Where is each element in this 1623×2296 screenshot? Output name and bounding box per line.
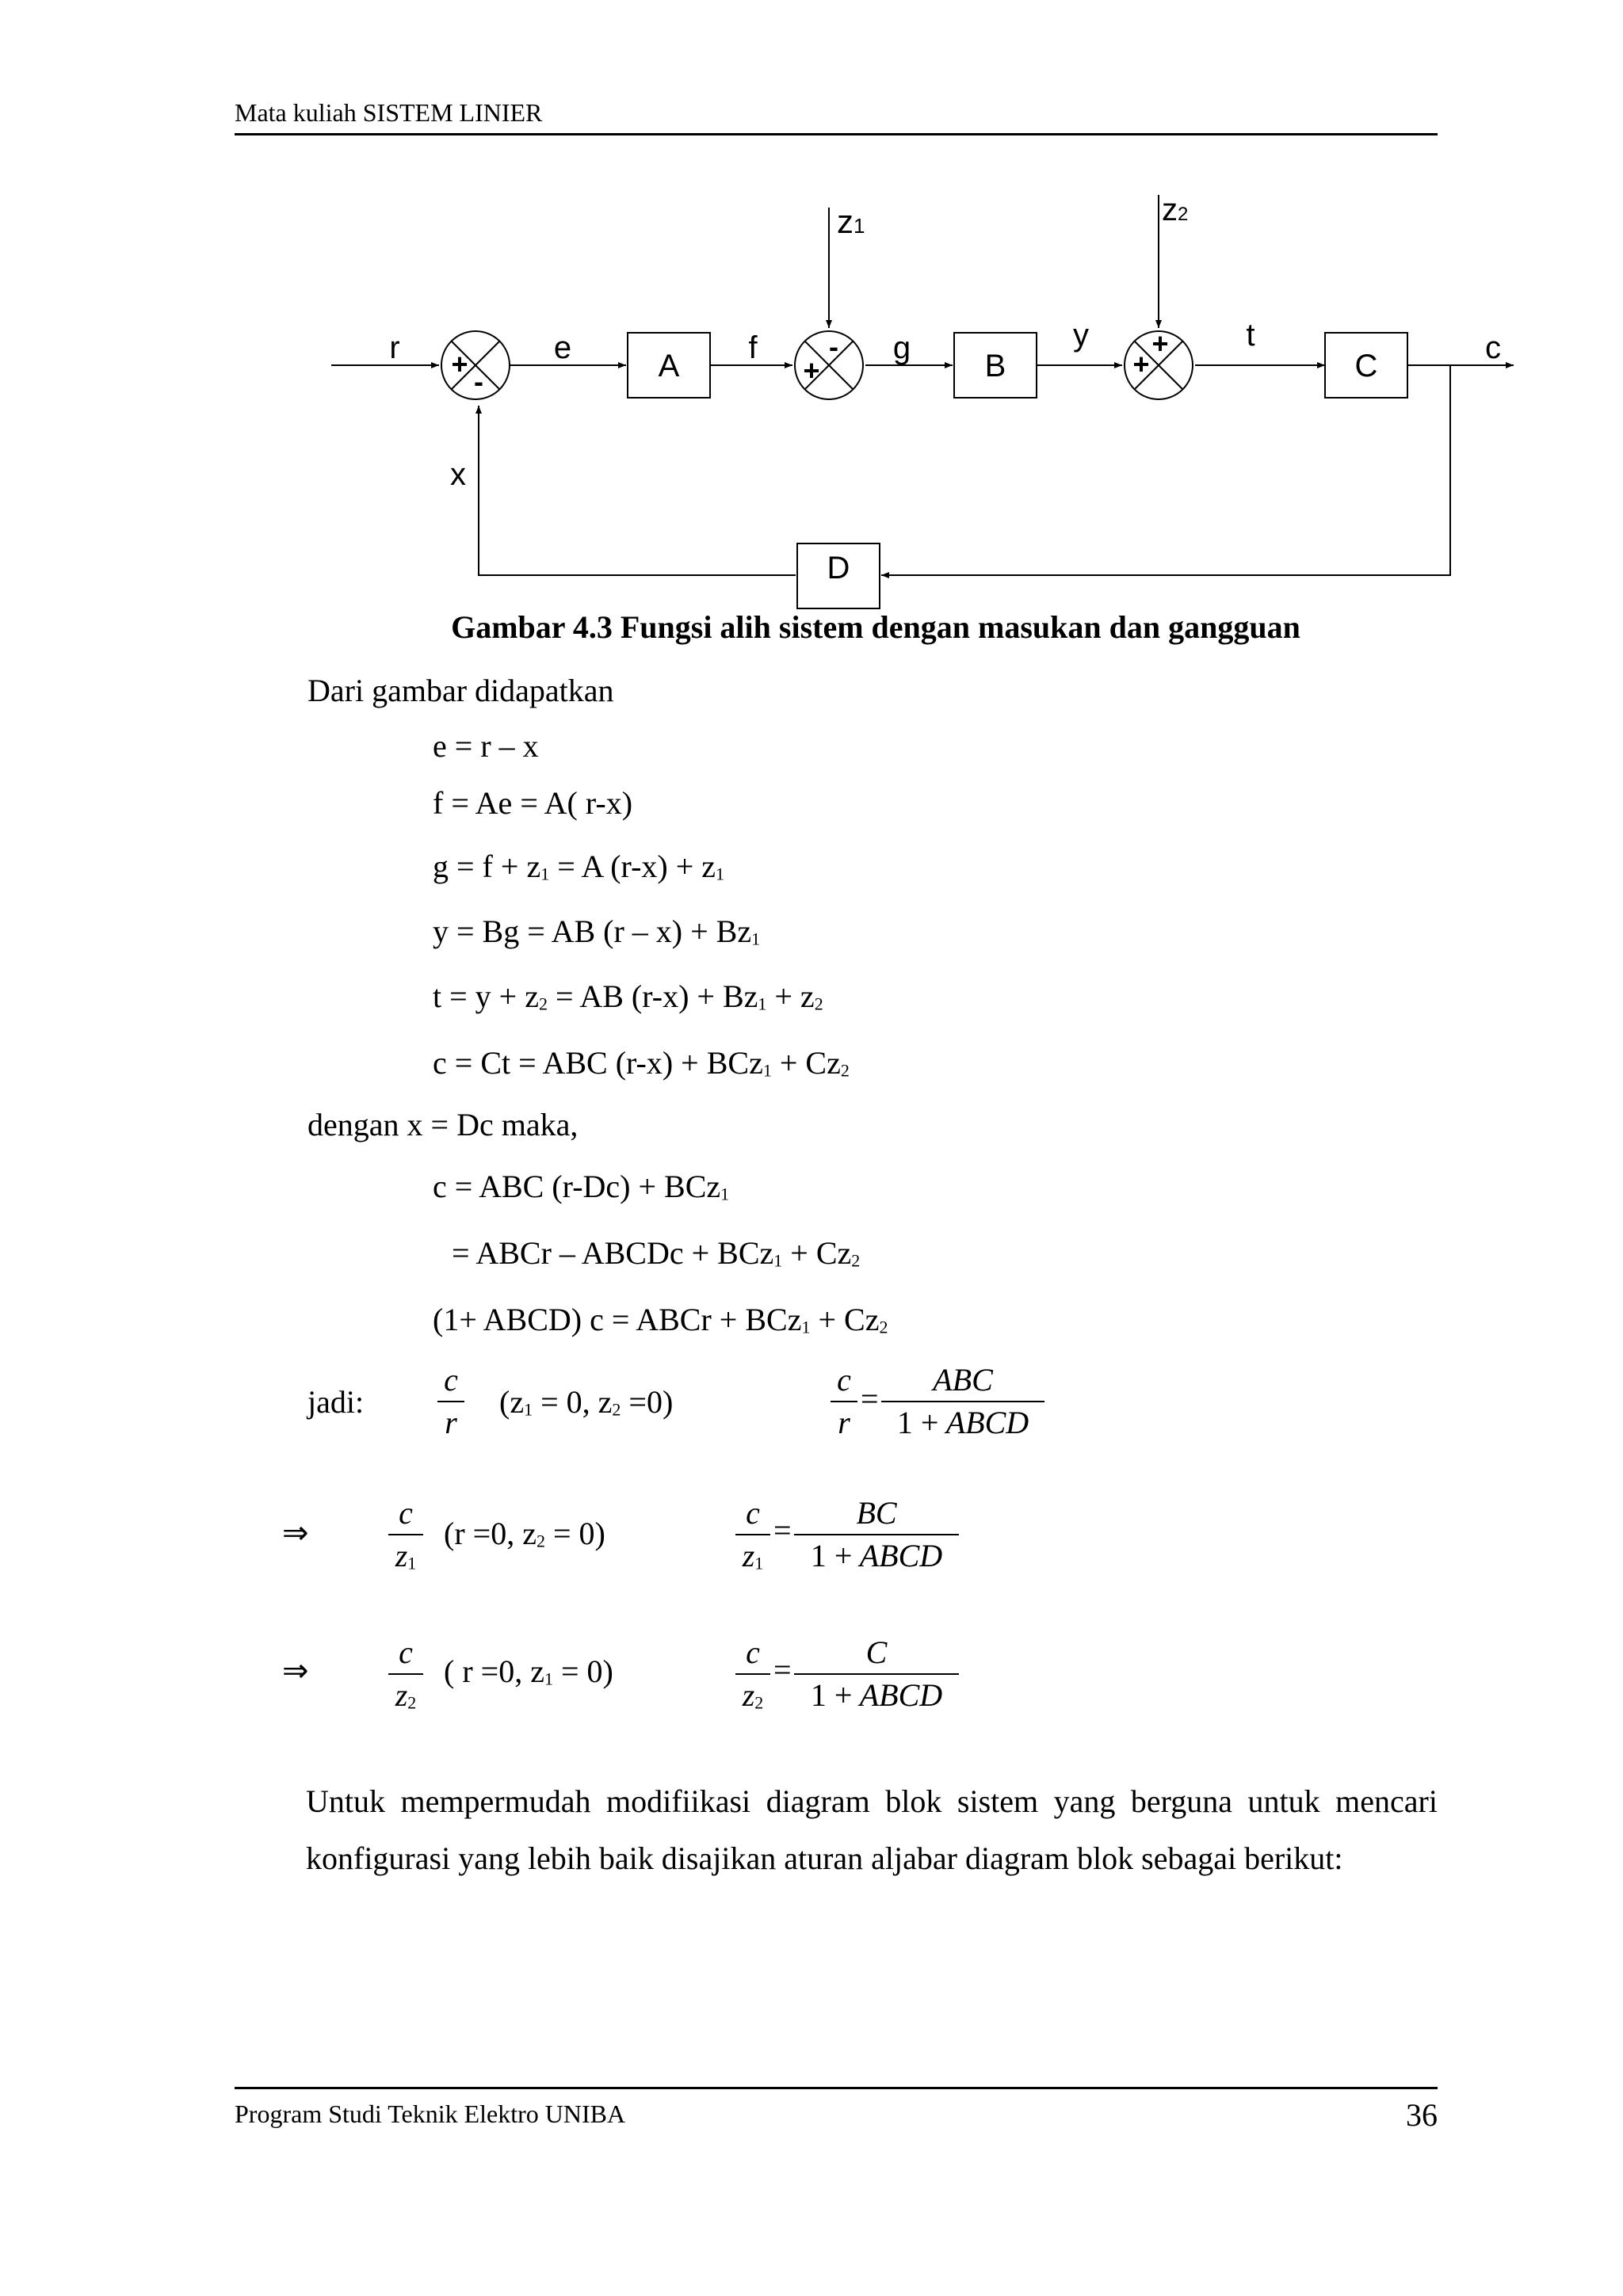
sign-s3-top: + — [1151, 327, 1169, 360]
signal-t: t — [1246, 318, 1255, 353]
sign-s1-bottom: - — [474, 365, 483, 398]
condition-1: ($z_1 = 0$, $z_2 =0$) — [499, 1384, 674, 1420]
result-1-lhs: c r — [831, 1361, 857, 1440]
equation-6: c = Ct = ABC $(r-x) + BCz_1 + Cz_2$ — [433, 1045, 850, 1081]
block-B-label: B — [984, 349, 1006, 383]
equals-2: = — [773, 1512, 792, 1548]
block-diagram — [0, 0, 1623, 610]
equation-4: y = Bg = AB $(r - x) + Bz_1$ — [433, 913, 761, 949]
dengan-text: dengan x = Dc maka, — [307, 1107, 579, 1142]
jadi-label: jadi: — [307, 1384, 365, 1420]
signal-c: c — [1485, 330, 1501, 365]
signal-y: y — [1073, 318, 1089, 353]
fraction-c-over-z2: c $z_2$ — [388, 1634, 423, 1713]
signal-g: g — [892, 330, 911, 365]
result-2-rhs: BC 1 + ABCD — [794, 1494, 959, 1573]
condition-3: ( r =0, $z_1 = 0$) — [444, 1653, 613, 1689]
figure-caption: Gambar 4.3 Fungsi alih sistem dengan masukan dan gangguan — [451, 609, 1300, 645]
equation-3: $g = f + z_1 = A$ $(r-x) + z_1$ — [433, 849, 725, 884]
closing-paragraph — [306, 1773, 1438, 1887]
result-1-rhs: ABC 1 + ABCD — [881, 1361, 1044, 1440]
equation-5: $t = y + z_2$ = AB $(r-x) + Bz_1 + z_2$ — [433, 978, 823, 1014]
sign-s3-left: + — [1132, 348, 1150, 380]
signal-r: r — [389, 330, 400, 365]
block-D-label: D — [827, 551, 850, 585]
sign-s2-top: - — [829, 330, 838, 363]
fraction-c-over-r: c r — [437, 1361, 464, 1440]
signal-z1: z1 — [837, 203, 865, 240]
equation-9: (1+ ABCD) c = ABCr + $BCz_1 + Cz_2$ — [433, 1302, 888, 1337]
paragraph-line-2: konfigurasi yang lebih baik disajikan aturan aljabar diagram blok sebagai berikut: — [306, 1840, 1343, 1876]
paragraph-line-1: Untuk mempermudah modifiikasi diagram blok sistem yang berguna untuk mencari — [306, 1783, 1438, 1819]
wire-x — [479, 406, 796, 575]
intro-text: Dari gambar didapatkan — [307, 673, 614, 708]
implies-arrow-2: ⇒ — [282, 1653, 309, 1689]
equation-2: f = Ae = A( r-x) — [433, 785, 633, 821]
footer-rule — [235, 2087, 1438, 2089]
signal-f: f — [748, 330, 758, 365]
sign-s1-left: + — [451, 348, 468, 380]
result-3-rhs: C 1 + ABCD — [794, 1634, 959, 1713]
block-C-label: C — [1354, 349, 1378, 383]
page-footer: Program Studi Teknik Elektro UNIBA — [235, 2100, 626, 2128]
equation-8: = ABCr – ABCDc + $BCz_1 + Cz_2$ — [452, 1235, 861, 1271]
equals-3: = — [773, 1652, 792, 1688]
page-number: 36 — [1406, 2097, 1438, 2133]
equation-1: e = r – x — [433, 728, 539, 764]
equals-1: = — [861, 1381, 879, 1417]
fraction-c-over-z1: c $z_1$ — [388, 1494, 423, 1573]
block-A-label: A — [658, 349, 680, 383]
sign-s2-left: + — [803, 354, 820, 387]
equation-7: c = ABC (r-Dc) + BCz$_1$ — [433, 1169, 730, 1204]
page-header: Mata kuliah SISTEM LINIER — [235, 98, 543, 127]
result-2-lhs: c $z_1$ — [735, 1494, 770, 1573]
result-3-lhs: c $z_2$ — [735, 1634, 770, 1713]
signal-z2: z2 — [1162, 193, 1189, 227]
signal-e: e — [553, 330, 572, 365]
signal-x: x — [450, 457, 466, 492]
implies-arrow-1: ⇒ — [282, 1515, 309, 1551]
condition-2: (r =0, $z_2 = 0$) — [444, 1516, 605, 1551]
